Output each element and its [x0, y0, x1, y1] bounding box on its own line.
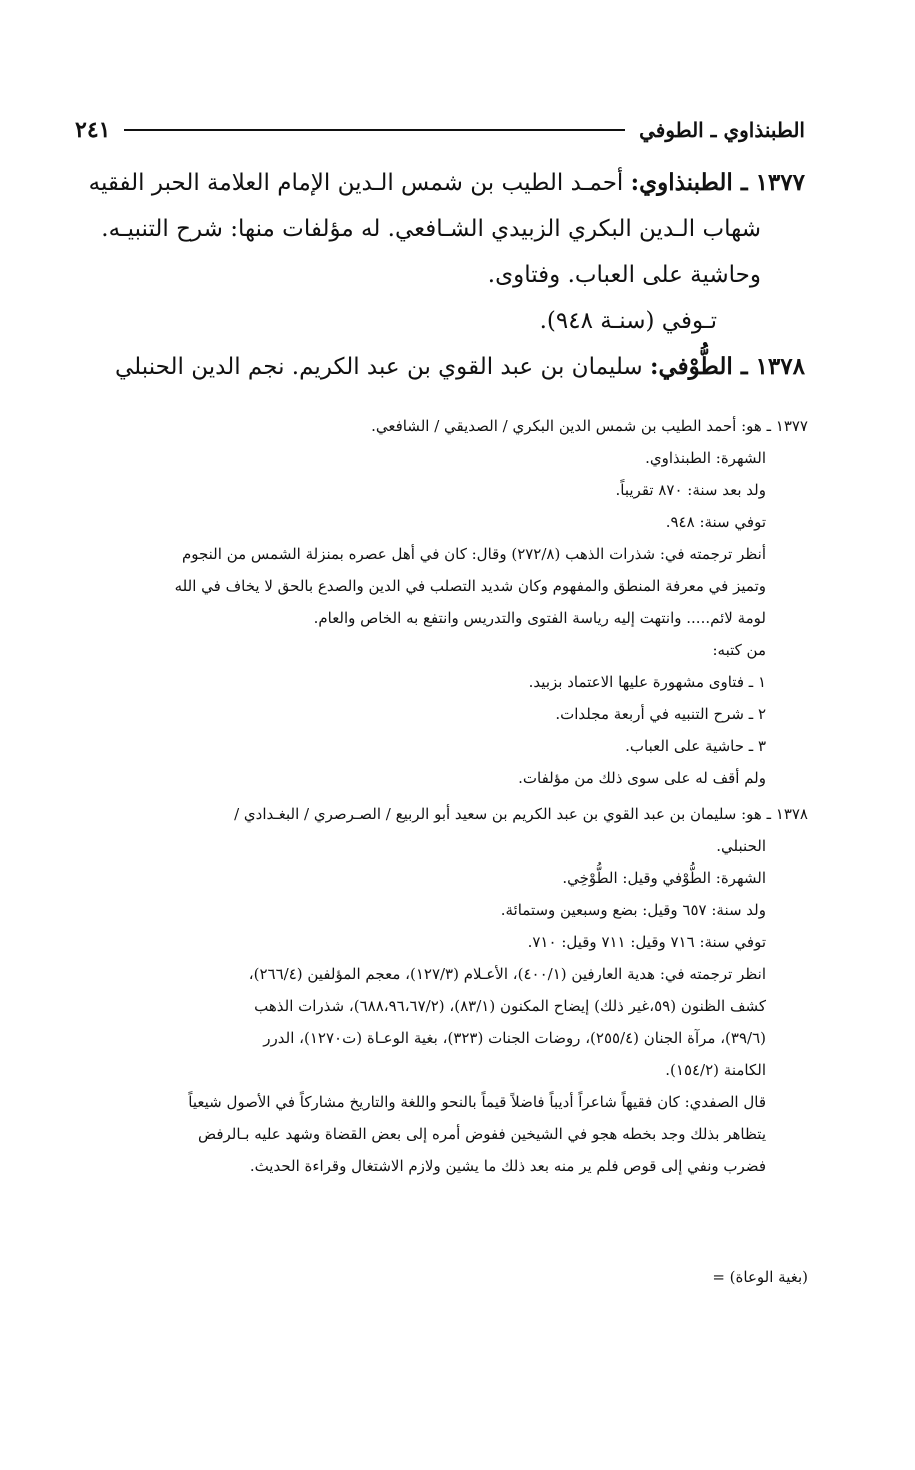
note-line: وتميز في معرفة المنطق والمفهوم وكان شديد التصلب في الدين والصدع بالحق لا يخاف في الله [174, 577, 766, 595]
note-line: ١ ـ فتاوى مشهورة عليها الاعتماد بزبيد. [528, 673, 766, 691]
note-1377 [78, 410, 808, 794]
running-title: الطبنذاوي ـ الطوفي [639, 118, 805, 142]
note-line: الشهرة: الطبنذاوي. [645, 449, 766, 467]
note-line: (٣٩/٦)، مرآة الجنان (٢٥٥/٤)، روضات الجنات (٣٢٣)، بغية الوعـاة (ت١٢٧٠)، الدرر [263, 1029, 766, 1047]
entry-1378-text-1: سليمان بن عبد القوي بن عبد الكريم. نجم الدين الحنبلي [115, 354, 643, 380]
note-line: كشف الظنون (٥٩،غير ذلك) إيضاح المكنون (٨٣/١)، (٦٨٨،٩٦،٦٧/٢)، شذرات الذهب [254, 997, 766, 1015]
page-number: ٢٤١ [75, 117, 111, 143]
footnotes [78, 410, 808, 1186]
continuation-note: (بغية الوعاة) = [712, 1268, 808, 1286]
entry-1378-line-1 [70, 344, 805, 390]
entry-1377-text-1: أحمـد الطيب بن شمس الـدين الإمام العلامة الحبر الفقيه [88, 170, 624, 196]
note-line: ولد سنة: ٦٥٧ وقيل: بضع وسبعين وستمائة. [500, 901, 766, 919]
note-line: فضرب ونفي إلى قوص فلم ير منه بعد ذلك ما يشين ولازم الاشتغال وقراءة الحديث. [249, 1157, 766, 1175]
note-line: قال الصفدي: كان فقيهاً شاعراً أديباً فاضلاً قيماً بالنحو واللغة والتاريخ مشاركاً في الأصول شيعياً [188, 1093, 766, 1111]
note-line: انظر ترجمته في: هدية العارفين (٤٠٠/١)، الأعـلام (١٢٧/٣)، معجم المؤلفين (٢٦٦/٤)، [248, 965, 766, 983]
note-line: لومة لائم..... وانتهت إليه رياسة الفتوى والتدريس وانتفع به الخاص والعام. [313, 609, 766, 627]
page-header [75, 110, 805, 150]
main-text [70, 160, 805, 390]
entry-1377-line-4: تـوفي (سنـة ٩٤٨). [539, 308, 717, 334]
note-line: توفي سنة: ٧١٦ وقيل: ٧١١ وقيل: ٧١٠. [527, 933, 766, 951]
note-line: يتظاهر بذلك وجد بخطه هجو في الشيخين ففوض أمره إلى بعض القضاة وشهد عليه بـالرفض [197, 1125, 766, 1143]
note-line: ولد بعد سنة: ٨٧٠ تقريباً. [615, 481, 766, 499]
note-line: ١٣٧٧ ـ هو: أحمد الطيب بن شمس الدين البكري / الصديقي / الشافعي. [371, 417, 808, 435]
note-line: الحنبلي. [716, 837, 766, 855]
note-line: توفي سنة: ٩٤٨. [665, 513, 766, 531]
note-line: ١٣٧٨ ـ هو: سليمان بن عبد القوي بن عبد الكريم بن سعيد أبو الربيع / الصـرصري / البغـدادي / [234, 805, 808, 823]
note-line: من كتبه: [712, 641, 766, 659]
entry-1377-heading: ١٣٧٧ ـ الطبنذاوي: [630, 169, 805, 196]
entry-1378-heading: ١٣٧٨ ـ الطُّوْفي: [650, 353, 805, 380]
note-line: الشهرة: الطُّوْفي وقيل: الطُّوْخِي. [562, 869, 766, 887]
entry-1377-line-3: وحاشية على العباب. وفتاوى. [487, 262, 761, 288]
entry-1377-line-2: شهاب الـدين البكري الزبيدي الشـافعي. له مؤلفات منها: شرح التنبيـه. [101, 216, 761, 242]
note-line: أنظر ترجمته في: شذرات الذهب (٢٧٢/٨) وقال: كان في أهل عصره بمنزلة الشمس من النجوم [181, 545, 766, 563]
entry-1377 [70, 160, 805, 344]
note-line: ٢ ـ شرح التنبيه في أربعة مجلدات. [555, 705, 766, 723]
entry-1377-line-1 [70, 160, 805, 206]
note-line: ٣ ـ حاشية على العباب. [625, 737, 766, 755]
note-line: ولم أقف له على سوى ذلك من مؤلفات. [518, 769, 766, 787]
header-rule [124, 129, 625, 131]
note-line: الكامنة (١٥٤/٢). [665, 1061, 766, 1079]
note-1378 [78, 798, 808, 1182]
entry-1378 [70, 344, 805, 390]
